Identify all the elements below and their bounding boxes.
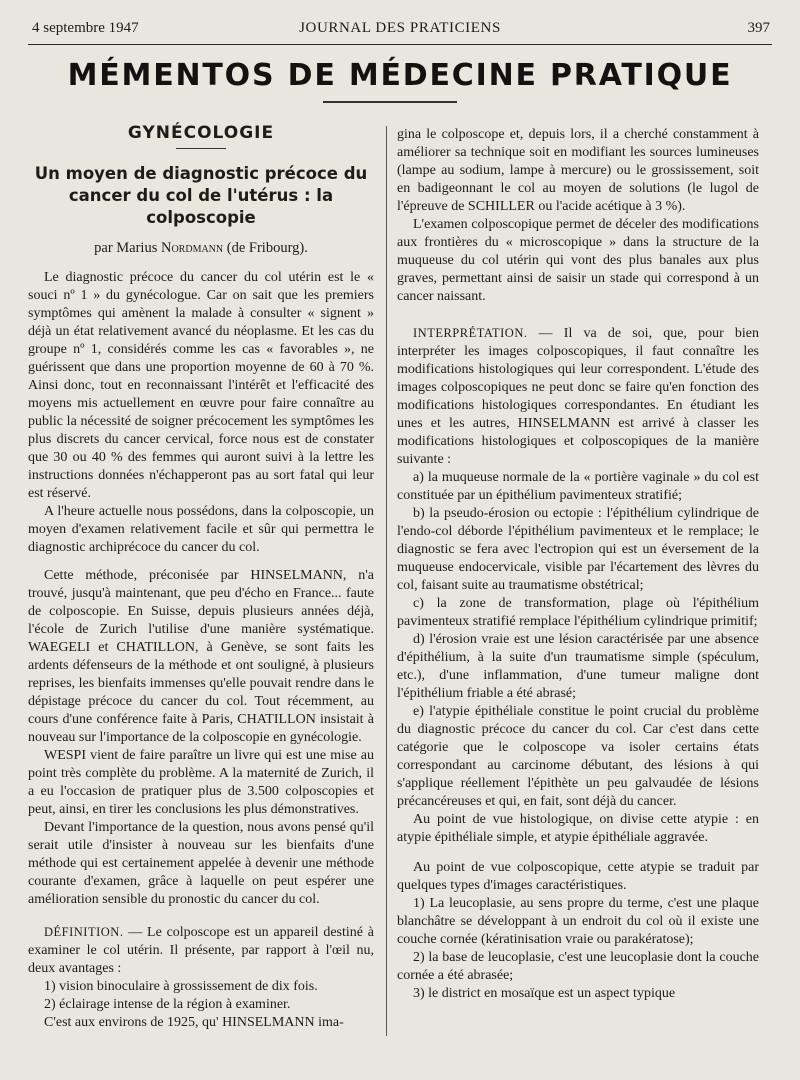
byline: [28, 239, 374, 257]
byline-author: Nordmann: [160, 240, 224, 257]
interpretation-paragraph: [397, 324, 759, 469]
column-divider: [386, 126, 387, 1036]
definition-paragraph: [28, 923, 374, 978]
paragraph: A l'heure actuelle nous possédons, dans la colposcopie, un moyen d'examen relativement facile et sûr qui permettra le diagnostic archiprécoce du cancer du col.: [28, 504, 374, 556]
paragraph: WESPI vient de faire paraître un livre qui est une mise au point très complète du problème. A la maternité de Zurich, il a eu l'occasion de pratiquer plus de 3.500 colposcopies et peut, ainsi, en tirer les conclusions les plus démonstratives.: [28, 748, 374, 818]
list-item: e) l'atypie épithéliale constitue le point crucial du problème du diagnostic précoce du cancer du col. Car c'est dans cette catégorie que le colposcope va isoler certains états correspondant au carcinome débutant, des lésions à qui s'applique réellement l'épithète un peu galvaudée de lésions précancéreuses et qui, en fait, sont déjà du cancer.: [397, 704, 759, 809]
right-column: [397, 126, 759, 1003]
paragraph: Le diagnostic précoce du cancer du col utérin est le « souci nº 1 » du gynécologue. Car on sait que les premiers symptômes qui amènent la malade à consulter « signent » déjà un état relativement avancé du néoplasme. Et les cas du groupe nº 1, considérés comme les cas « favorables », ne guérissent que dans une proportion moyenne de 60 à 70 %. Ainsi donc, tout en reconnaissant l'intérêt et l'efficacité des moyens mis actuellement en œuvre pour faire connaître au public la nécessité de soigner précocement les symptômes les plus discrets du cancer cervical, force nous est de constater que 30 ou 40 % des femmes qui auront suivi à la lettre les instructions données n'échapperont pas au sort fatal qui leur est réservé.: [28, 270, 374, 502]
list-item: a) la muqueuse normale de la « portière vaginale » du col est constituée par un épithélium pavimenteux stratifié;: [397, 470, 759, 503]
header-date: 4 septembre 1947: [32, 20, 139, 36]
paragraph: C'est aux environs de 1925, qu' HINSELMANN ima-: [44, 1015, 344, 1031]
header-page-number: 397: [747, 20, 770, 36]
byline-prefix: par Marius: [94, 240, 158, 257]
title-rule: [323, 101, 457, 103]
list-item: 3) le district en mosaïque est un aspect typique: [413, 986, 676, 1001]
paragraph: L'examen colposcopique permet de déceler des modifications aux frontières du « microscopique » dans la structure de la muqueuse du col utérin qui vont des plus banales aux plus graves, permettant ainsi de saisir un stade qui correspond à un cancer naissant.: [397, 217, 759, 304]
definition-item: 2) éclairage intense de la région à examiner.: [44, 997, 291, 1013]
interpretation-label: INTERPRÉTATION.: [413, 326, 528, 340]
list-item: b) la pseudo-érosion ou ectopie : l'épithélium cylindrique de l'endo-col déborde l'épithélium pavimenteux et le remplace; le diagnostic se fera avec l'ectropion qui est un éversement de la muqueuse endocervicale, visible par l'écartement des lèvres du col, faisant suite au traumatisme obstétrical;: [397, 506, 759, 593]
list-item: c) la zone de transformation, plage où l'épithélium pavimenteux stratifié remplace l'épithélium cylindrique primitif;: [397, 596, 759, 629]
paragraph: Au point de vue histologique, on divise cette atypie : en atypie épithéliale simple, et atypie épithéliale aggravée.: [397, 812, 759, 845]
running-header: [28, 18, 772, 45]
list-item: 1) La leucoplasie, au sens propre du terme, c'est une plaque blanchâtre se développant à un endroit du col où il existe une couche cornée (kératinisation vraie ou parakératose);: [397, 896, 759, 947]
list-item: d) l'érosion vraie est une lésion caractérisée par une absence d'épithélium, à la suite d'un traumatisme simple (spéculum, etc.), d'une inflammation, d'une tumeur maligne dont l'épithélium friable a été abrasé;: [397, 632, 759, 701]
section-heading: GYNÉCOLOGIE: [127, 123, 275, 143]
interpretation-text: — Il va de soi, que, pour bien interpréter les images colposcopiques, il faut connaître les modifications histologiques qui leur correspondent. L'étude des images colposcopiques ne peut donc se faire qu'en fonction des modifications histologiques correspondantes. En étudiant les unes et les autres, HINSELMANN est arrivé à classer les modifications histologiques et colposcopiques de la manière suivante :: [397, 326, 759, 467]
main-title: MÉMENTOS DE MÉDECINE PRATIQUE: [67, 58, 733, 93]
left-column: [28, 120, 374, 1032]
section-rule: [176, 148, 226, 149]
definition-text: — Le colposcope est un appareil destiné à examiner le col utérin. Il présente, par rapport à l'œil nu, deux avantages :: [28, 925, 374, 977]
paragraph: Au point de vue colposcopique, cette atypie se traduit par quelques types d'images caractéristiques.: [397, 860, 759, 893]
paragraph: Cette méthode, préconisée par HINSELMANN, n'a trouvé, jusqu'à maintenant, que peu d'écho en France... faute de colposcopie. En Suisse, depuis plusieurs années déjà, l'école de Zurich l'utilise d'une manière systématique. WAEGELI et CHATILLON, à Genève, se sont faits les ardents défenseurs de la méthode et ont souligné, à plusieurs reprises, les bienfaits immenses qu'elle pouvait rendre dans le dépistage précoce du cancer du col. Tout récemment, au cours d'une conférence faite à Paris, CHATILLON insistait à nouveau sur l'importance de la colposcopie en gynécologie.: [28, 568, 374, 746]
paragraph: Devant l'importance de la question, nous avons pensé qu'il serait utile d'insister à nouveau sur les bienfaits d'une méthode qui est certainement appelée à devenir une méthode courante d'examen, grâce à laquelle on peut espérer une amélioration sensible du pronostic du cancer du col.: [28, 820, 374, 908]
header-journal-name: JOURNAL DES PRATICIENS: [299, 20, 501, 36]
paragraph: gina le colposcope et, depuis lors, il a cherché constamment à améliorer sa technique soit en modifiant les sources lumineuses (lampe au sodium, lampe à mercure) ou le grossissement, soit en badigeonnant le col au moyen de solutions (le lugol de l'épreuve de SCHILLER ou l'acide acétique à 3 %).: [397, 127, 759, 214]
definition-label: DÉFINITION.: [44, 925, 124, 940]
list-item: 2) la base de leucoplasie, c'est une leucoplasie dont la couche cornée a été abrasée;: [397, 950, 759, 983]
article-title: Un moyen de diagnostic précoce du cancer du col de l'utérus : la colposcopie: [34, 164, 368, 228]
definition-item: 1) vision binoculaire à grossissement de dix fois.: [44, 979, 318, 995]
byline-suffix: (de Fribourg).: [226, 240, 308, 257]
